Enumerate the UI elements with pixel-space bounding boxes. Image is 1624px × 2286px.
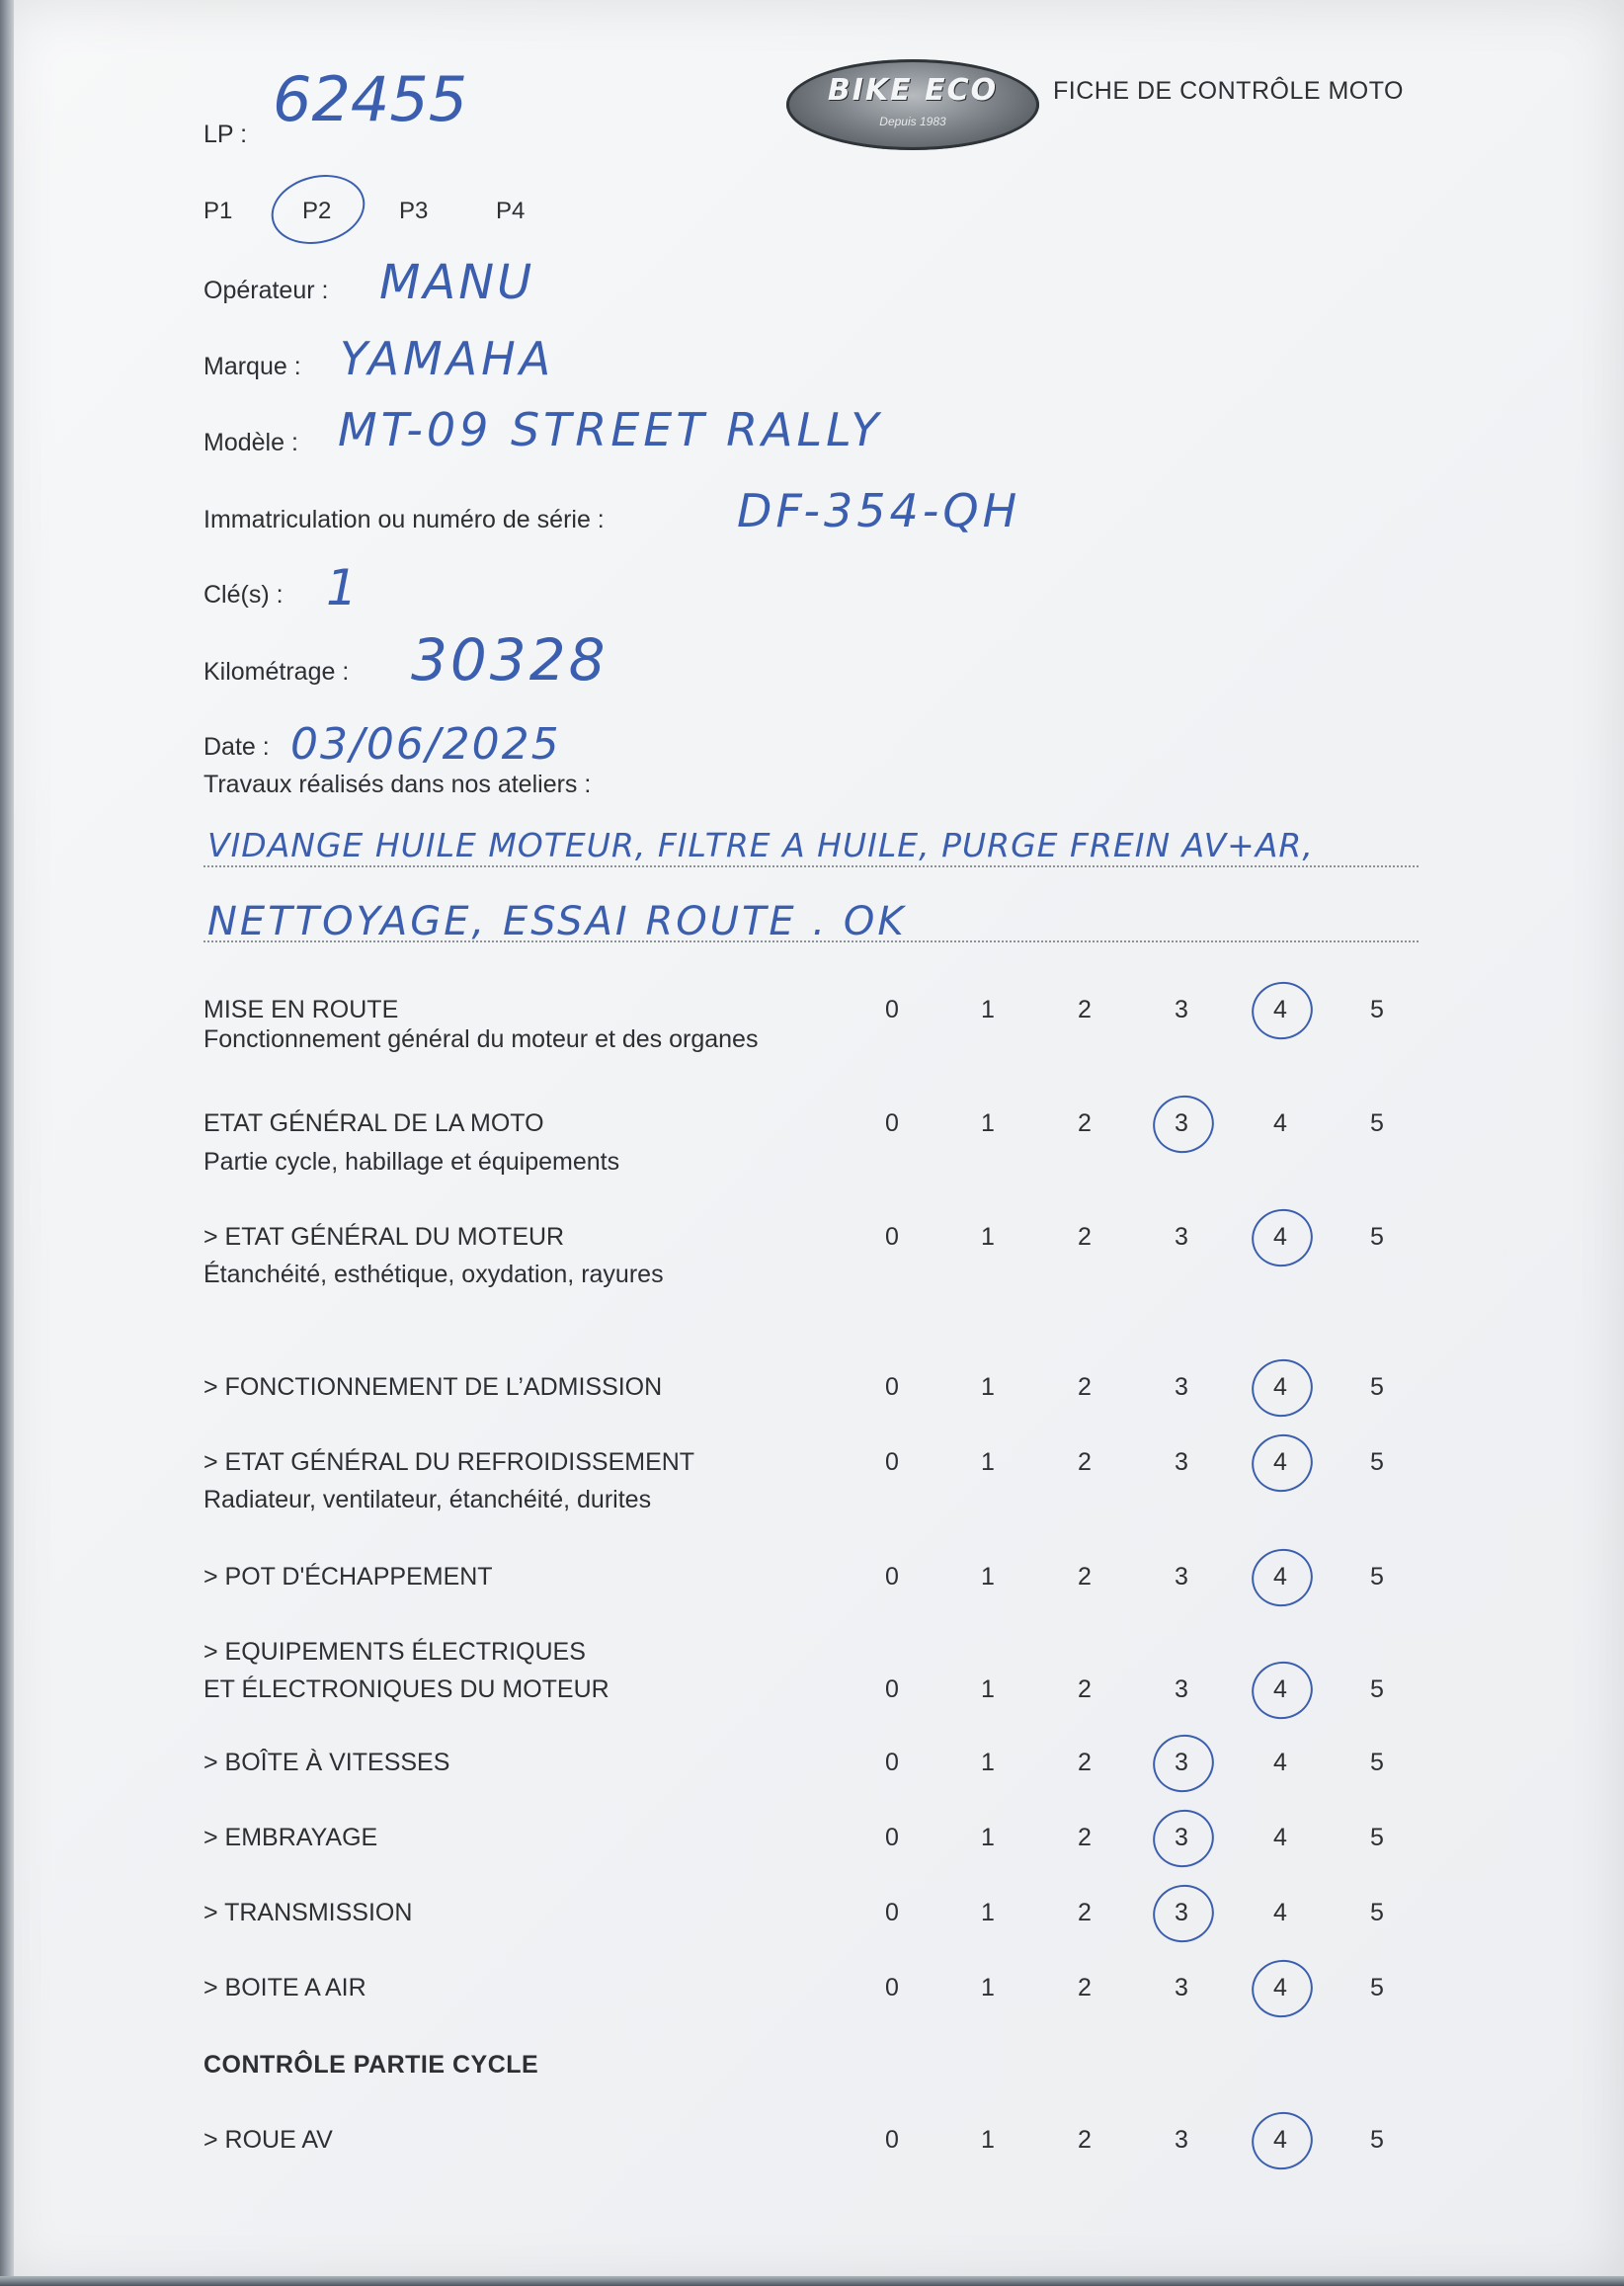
score-option-5[interactable]: 5: [1370, 1448, 1384, 1476]
row-sublabel: Partie cycle, habillage et équipements: [203, 1148, 620, 1176]
score-option-3[interactable]: 3: [1175, 1824, 1188, 1851]
score-option-3[interactable]: 3: [1175, 2126, 1188, 2154]
score-option-1[interactable]: 1: [981, 1824, 995, 1851]
score-option-2[interactable]: 2: [1078, 2126, 1092, 2154]
p-option-3: P3: [399, 198, 429, 224]
score-option-5[interactable]: 5: [1370, 2126, 1384, 2154]
score-option-3[interactable]: 3: [1175, 1974, 1188, 2001]
paper-edge-bottom: [0, 2276, 1624, 2286]
row-label: > FONCTIONNEMENT DE L’ADMISSION: [203, 1373, 663, 1401]
score-option-5[interactable]: 5: [1370, 1223, 1384, 1251]
score-option-5[interactable]: 5: [1370, 996, 1384, 1023]
row-label: > ROUE AV: [203, 2126, 333, 2154]
score-option-5[interactable]: 5: [1370, 1675, 1384, 1703]
keys-value: 1: [326, 559, 358, 616]
works-line-1: VIDANGE HUILE MOTEUR, FILTRE A HUILE, PURGE FREIN AV+AR,: [207, 826, 1314, 864]
score-option-3[interactable]: 3: [1175, 1675, 1188, 1703]
score-option-2[interactable]: 2: [1078, 1824, 1092, 1851]
score-option-0[interactable]: 0: [885, 1824, 899, 1851]
works-label: Travaux réalisés dans nos ateliers :: [203, 771, 592, 798]
sheet-title: FICHE DE CONTRÔLE MOTO: [1053, 77, 1405, 105]
score-option-5[interactable]: 5: [1370, 1749, 1384, 1776]
row-label: > POT D'ÉCHAPPEMENT: [203, 1563, 493, 1591]
date-label: Date :: [203, 733, 270, 761]
score-option-5[interactable]: 5: [1370, 1824, 1384, 1851]
date-value: 03/06/2025: [290, 719, 561, 770]
brand-label: Marque :: [203, 353, 301, 380]
score-option-0[interactable]: 0: [885, 1675, 899, 1703]
row-label: > ETAT GÉNÉRAL DU REFROIDISSEMENT: [203, 1448, 695, 1476]
score-option-5[interactable]: 5: [1370, 1373, 1384, 1401]
paper-edge-left: [0, 0, 14, 2286]
score-option-4[interactable]: 4: [1273, 1223, 1287, 1251]
row-label: > ETAT GÉNÉRAL DU MOTEUR: [203, 1223, 565, 1251]
p-option-2: P2: [302, 198, 332, 224]
score-option-1[interactable]: 1: [981, 1749, 995, 1776]
score-option-3[interactable]: 3: [1175, 1899, 1188, 1926]
score-option-3[interactable]: 3: [1175, 1373, 1188, 1401]
score-option-2[interactable]: 2: [1078, 1109, 1092, 1137]
score-selected-circle: [1146, 1728, 1221, 1800]
row-label: > EMBRAYAGE: [203, 1824, 378, 1851]
score-option-0[interactable]: 0: [885, 1899, 899, 1926]
score-option-4[interactable]: 4: [1273, 1109, 1287, 1137]
score-option-0[interactable]: 0: [885, 1974, 899, 2001]
score-option-3[interactable]: 3: [1175, 1109, 1188, 1137]
score-option-0[interactable]: 0: [885, 1448, 899, 1476]
score-option-0[interactable]: 0: [885, 996, 899, 1023]
score-selected-circle: [1146, 1089, 1221, 1161]
row-sublabel: Étanchéité, esthétique, oxydation, rayures: [203, 1261, 664, 1288]
score-option-5[interactable]: 5: [1370, 1563, 1384, 1591]
score-selected-circle: [1245, 1655, 1320, 1727]
score-option-0[interactable]: 0: [885, 1223, 899, 1251]
score-option-2[interactable]: 2: [1078, 1899, 1092, 1926]
score-option-2[interactable]: 2: [1078, 996, 1092, 1023]
score-option-4[interactable]: 4: [1273, 1899, 1287, 1926]
score-option-5[interactable]: 5: [1370, 1109, 1384, 1137]
score-option-1[interactable]: 1: [981, 1373, 995, 1401]
row-sublabel: Radiateur, ventilateur, étanchéité, durites: [203, 1486, 652, 1513]
p-option-1: P1: [203, 198, 233, 224]
score-option-1[interactable]: 1: [981, 1899, 995, 1926]
score-option-1[interactable]: 1: [981, 2126, 995, 2154]
row-label: > TRANSMISSION: [203, 1899, 413, 1926]
score-selected-circle: [1245, 1202, 1320, 1274]
row-label: > EQUIPEMENTS ÉLECTRIQUES: [203, 1638, 586, 1666]
score-option-1[interactable]: 1: [981, 1109, 995, 1137]
model-label: Modèle :: [203, 429, 298, 456]
operator-label: Opérateur :: [203, 277, 329, 304]
score-option-5[interactable]: 5: [1370, 1899, 1384, 1926]
row-label: ETAT GÉNÉRAL DE LA MOTO: [203, 1109, 544, 1137]
score-option-4[interactable]: 4: [1273, 996, 1287, 1023]
score-option-4[interactable]: 4: [1273, 1974, 1287, 2001]
lp-label: LP :: [203, 121, 248, 148]
brand-value: YAMAHA: [340, 332, 555, 385]
score-option-4[interactable]: 4: [1273, 1448, 1287, 1476]
score-selected-circle: [1146, 1878, 1221, 1950]
score-option-0[interactable]: 0: [885, 2126, 899, 2154]
logo-subtext: Depuis 1983: [879, 115, 946, 128]
keys-label: Clé(s) :: [203, 581, 284, 609]
row-label: MISE EN ROUTE: [203, 996, 399, 1023]
score-option-2[interactable]: 2: [1078, 1675, 1092, 1703]
score-option-2[interactable]: 2: [1078, 1974, 1092, 2001]
score-option-0[interactable]: 0: [885, 1563, 899, 1591]
score-selected-circle: [1245, 975, 1320, 1047]
registration-value: DF-354-QH: [737, 484, 1021, 537]
row-label: > BOÎTE À VITESSES: [203, 1749, 450, 1776]
section-cycle-title: CONTRÔLE PARTIE CYCLE: [203, 2051, 539, 2079]
score-option-0[interactable]: 0: [885, 1373, 899, 1401]
score-selected-circle: [1245, 2105, 1320, 2177]
logo-text: BIKE ECO: [827, 73, 999, 108]
score-selected-circle: [1245, 1428, 1320, 1500]
operator-value: MANU: [379, 255, 535, 310]
score-option-1[interactable]: 1: [981, 1563, 995, 1591]
works-line-2: NETTOYAGE, ESSAI ROUTE . OK: [207, 899, 907, 944]
score-option-4[interactable]: 4: [1273, 1749, 1287, 1776]
score-selected-circle: [1245, 1352, 1320, 1425]
score-option-2[interactable]: 2: [1078, 1373, 1092, 1401]
works-dotted-line-1: [203, 865, 1419, 867]
score-option-3[interactable]: 3: [1175, 1448, 1188, 1476]
row-sublabel: ET ÉLECTRONIQUES DU MOTEUR: [203, 1675, 609, 1703]
score-option-2[interactable]: 2: [1078, 1448, 1092, 1476]
score-option-4[interactable]: 4: [1273, 2126, 1287, 2154]
score-option-2[interactable]: 2: [1078, 1563, 1092, 1591]
score-option-4[interactable]: 4: [1273, 1373, 1287, 1401]
row-label: > BOITE A AIR: [203, 1974, 366, 2001]
score-option-3[interactable]: 3: [1175, 1749, 1188, 1776]
score-option-1[interactable]: 1: [981, 996, 995, 1023]
score-option-2[interactable]: 2: [1078, 1223, 1092, 1251]
score-option-0[interactable]: 0: [885, 1749, 899, 1776]
mileage-label: Kilométrage :: [203, 658, 350, 686]
mileage-value: 30328: [411, 626, 609, 694]
score-selected-circle: [1245, 1542, 1320, 1614]
score-option-4[interactable]: 4: [1273, 1675, 1287, 1703]
row-sublabel: Fonctionnement général du moteur et des organes: [203, 1025, 759, 1053]
score-option-3[interactable]: 3: [1175, 1223, 1188, 1251]
registration-label: Immatriculation ou numéro de série :: [203, 506, 605, 533]
lp-value: 62455: [273, 63, 468, 135]
score-option-4[interactable]: 4: [1273, 1824, 1287, 1851]
model-value: MT-09 STREET RALLY: [338, 403, 883, 456]
score-selected-circle: [1146, 1803, 1221, 1875]
score-option-1[interactable]: 1: [981, 1675, 995, 1703]
score-option-3[interactable]: 3: [1175, 996, 1188, 1023]
score-option-1[interactable]: 1: [981, 1974, 995, 2001]
score-option-0[interactable]: 0: [885, 1109, 899, 1137]
p-option-4: P4: [496, 198, 526, 224]
score-option-2[interactable]: 2: [1078, 1749, 1092, 1776]
bike-eco-logo: [786, 59, 1039, 150]
score-option-1[interactable]: 1: [981, 1223, 995, 1251]
score-option-5[interactable]: 5: [1370, 1974, 1384, 2001]
score-option-3[interactable]: 3: [1175, 1563, 1188, 1591]
score-option-1[interactable]: 1: [981, 1448, 995, 1476]
score-option-4[interactable]: 4: [1273, 1563, 1287, 1591]
score-selected-circle: [1245, 1953, 1320, 2025]
